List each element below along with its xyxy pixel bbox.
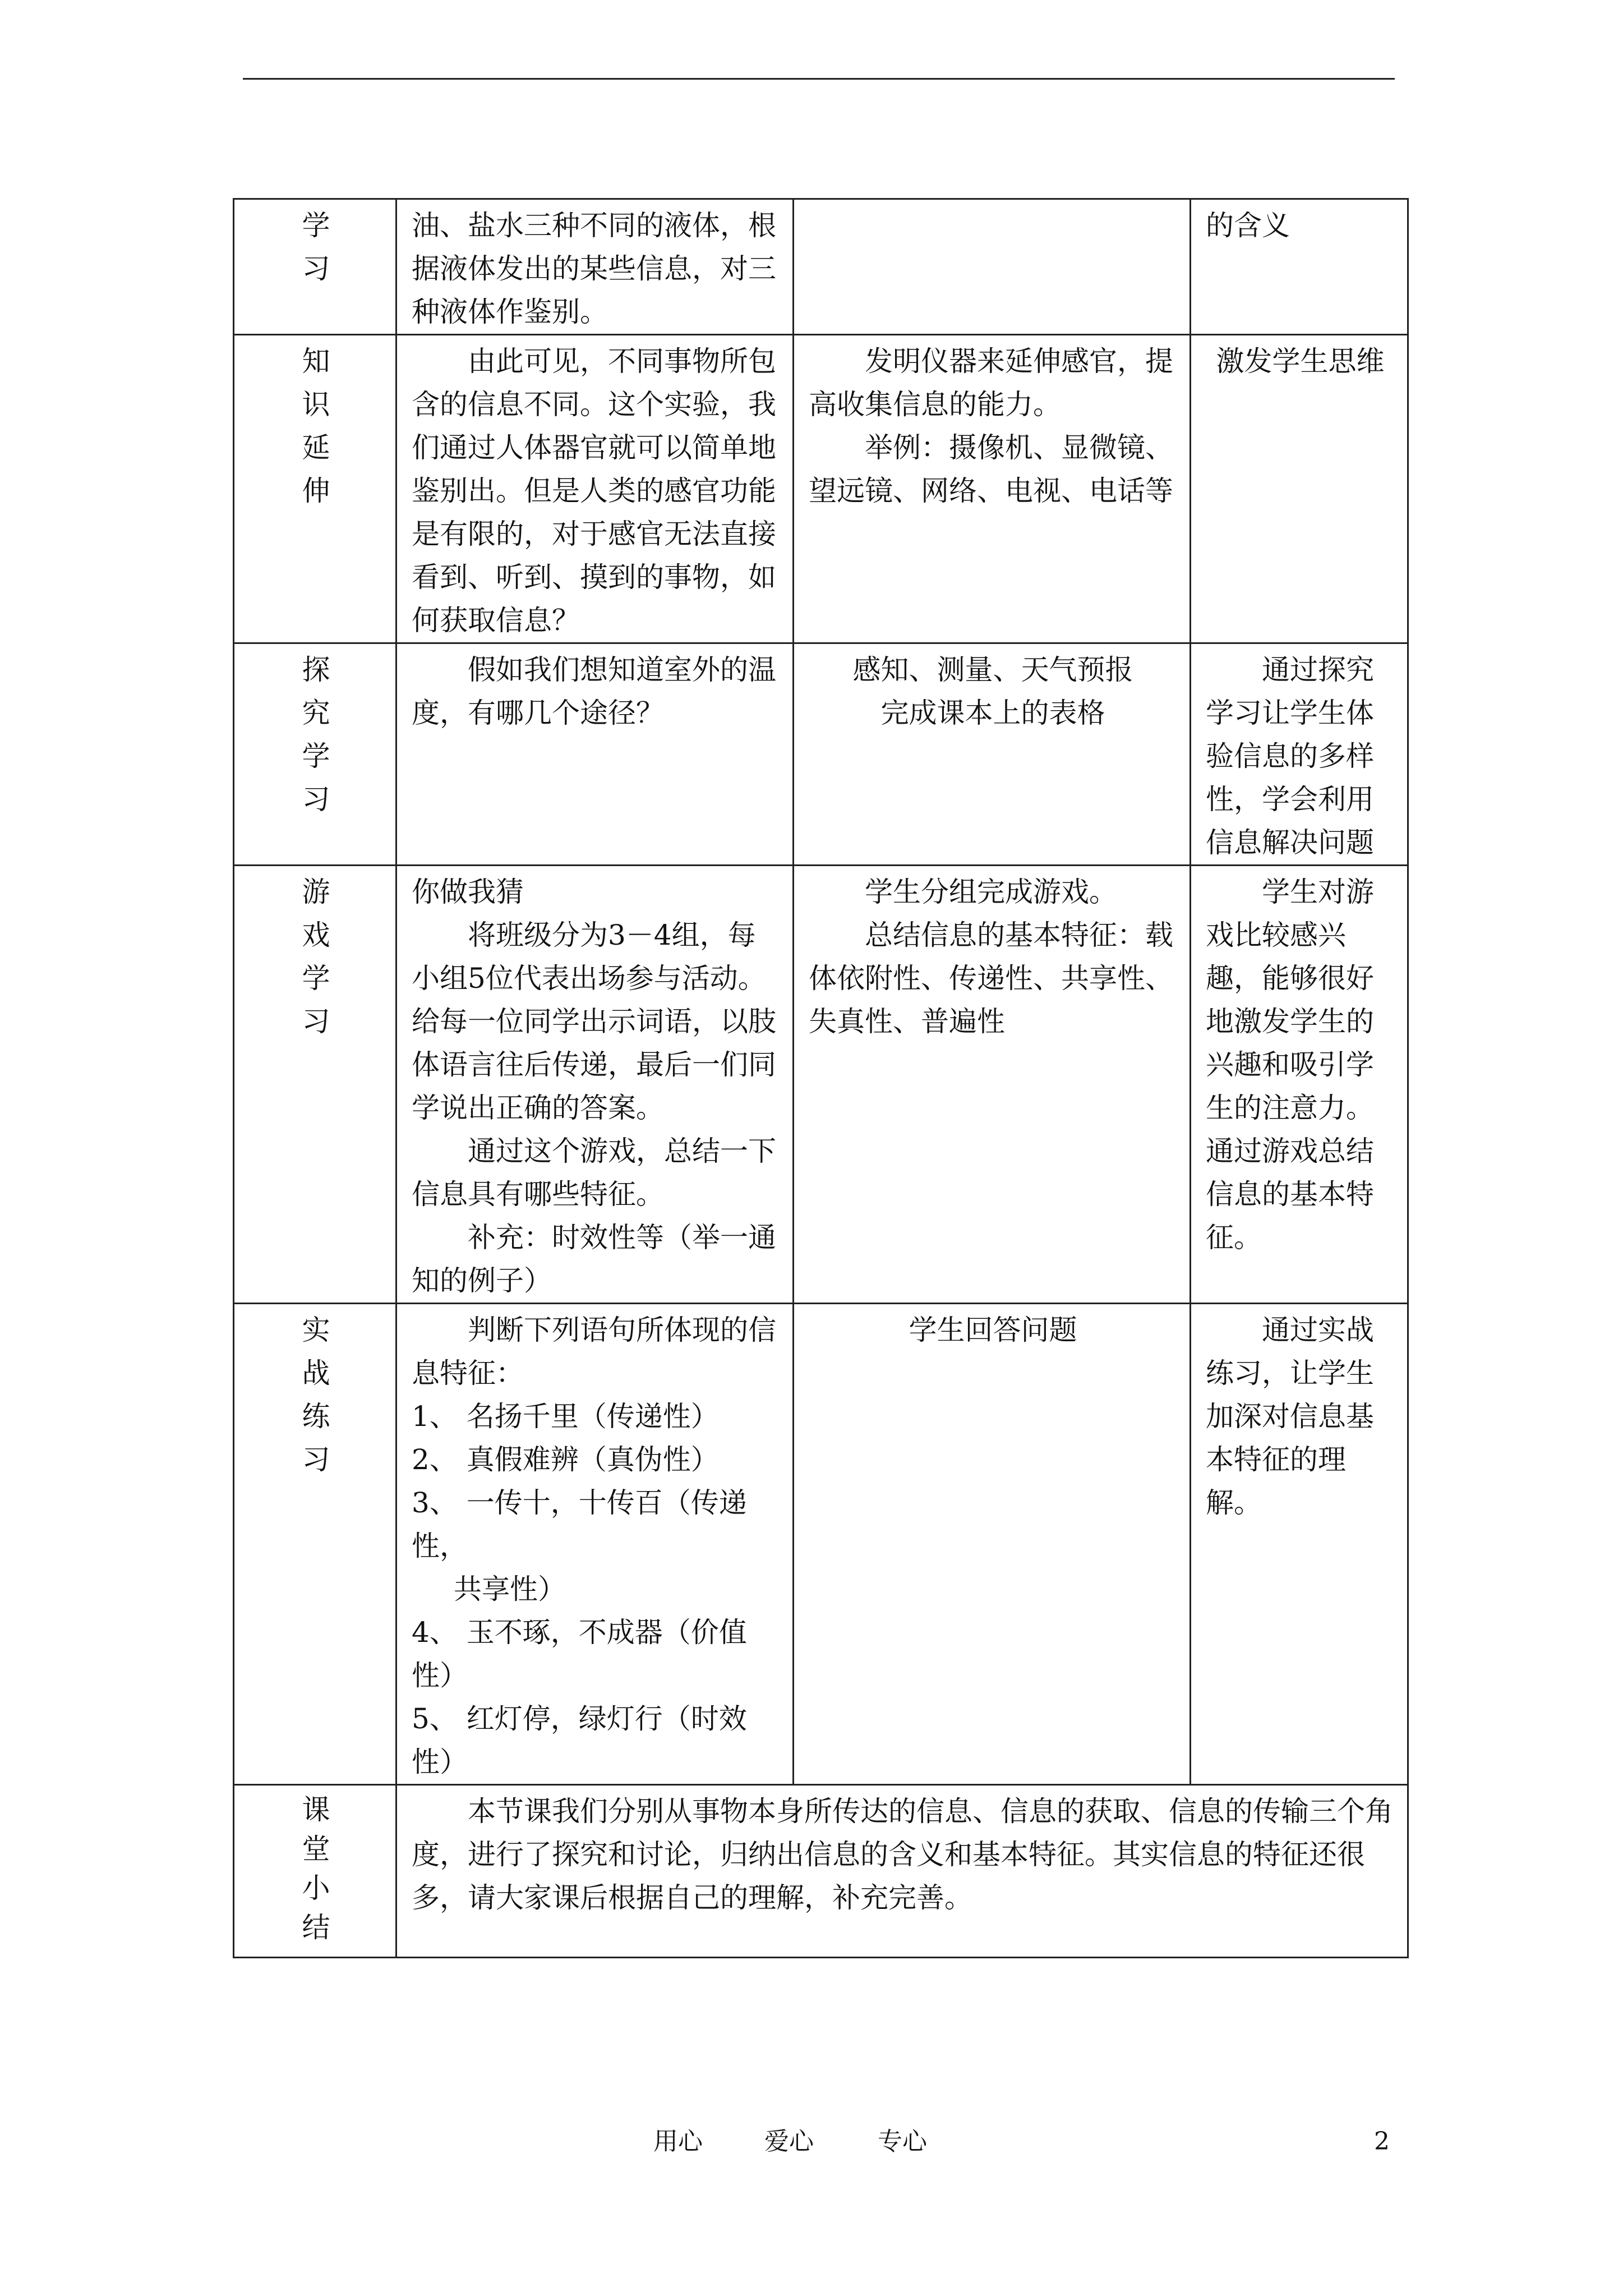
footer-word-1: 用心 — [653, 2127, 703, 2156]
footer-word-2: 爱心 — [764, 2127, 814, 2156]
header-rule — [243, 78, 1395, 80]
row-label: 课 堂 小 结 — [234, 1785, 396, 1958]
table-row — [234, 1785, 1408, 1958]
page-number: 2 — [1374, 2127, 1390, 2156]
row-label: 探 究 学 习 — [234, 643, 396, 866]
design-intent-cell: 通过探究学习让学生体验信息的多样性，学会利用信息解决问题 — [1191, 643, 1408, 866]
row-label: 实 战 练 习 — [234, 1304, 396, 1785]
table-row — [234, 643, 1408, 866]
design-intent-cell: 通过实战练习，让学生加深对信息基本特征的理解。 — [1191, 1304, 1408, 1785]
summary-cell: 本节课我们分别从事物本身所传达的信息、信息的获取、信息的传输三个角度，进行了探究和讨论，归纳出信息的含义和基本特征。其实信息的特征还很多，请大家课后根据自己的理解，补充完善。 — [396, 1785, 1408, 1958]
student-activity-cell: 学生回答问题 — [794, 1304, 1191, 1785]
teacher-activity-cell: 你做我猜 将班级分为3－4组，每小组5位代表出场参与活动。给每一位同学出示词语，以肢体语言往后传递，最后一们同学说出正确的答案。 通过这个游戏，总结一下信息具有哪些特征。 补充：时效性等（举一通知的例子） — [396, 866, 794, 1304]
teacher-activity-cell: 假如我们想知道室外的温度，有哪几个途径？ — [396, 643, 794, 866]
row-label: 知 识 延 伸 — [234, 335, 396, 643]
student-activity-cell — [794, 199, 1191, 335]
design-intent-cell: 激发学生思维 — [1191, 335, 1408, 643]
teacher-activity-cell: 由此可见，不同事物所包含的信息不同。这个实验，我们通过人体器官就可以简单地鉴别出。但是人类的感官功能是有限的，对于感官无法直接看到、听到、摸到的事物，如何获取信息？ — [396, 335, 794, 643]
footer-word-3: 专心 — [878, 2127, 927, 2156]
row-label: 游 戏 学 习 — [234, 866, 396, 1304]
student-activity-cell: 感知、测量、天气预报 完成课本上的表格 — [794, 643, 1191, 866]
design-intent-cell: 的含义 — [1191, 199, 1408, 335]
student-activity-cell: 发明仪器来延伸感官，提高收集信息的能力。 举例：摄像机、显微镜、望远镜、网络、电视、电话等 — [794, 335, 1191, 643]
table-row — [234, 199, 1408, 335]
teacher-activity-cell: 判断下列语句所体现的信息特征： 1、 名扬千里（传递性） 2、 真假难辨（真伪性） 3、 一传十，十传百（传递性， 共享性） 4、 玉不琢，不成器（价值性） 5、 红灯停，绿灯行（时效性） — [396, 1304, 794, 1785]
student-activity-cell: 学生分组完成游戏。 总结信息的基本特征：载体依附性、传递性、共享性、失真性、普遍性 — [794, 866, 1191, 1304]
table-row — [234, 1304, 1408, 1785]
design-intent-cell: 学生对游戏比较感兴趣，能够很好地激发学生的兴趣和吸引学生的注意力。通过游戏总结信息的基本特征。 — [1191, 866, 1408, 1304]
table-row — [234, 335, 1408, 643]
table-row — [234, 866, 1408, 1304]
teacher-activity-cell: 油、盐水三种不同的液体，根据液体发出的某些信息，对三种液体作鉴别。 — [396, 199, 794, 335]
row-label: 学 习 — [234, 199, 396, 335]
lesson-plan-table — [233, 198, 1409, 1958]
